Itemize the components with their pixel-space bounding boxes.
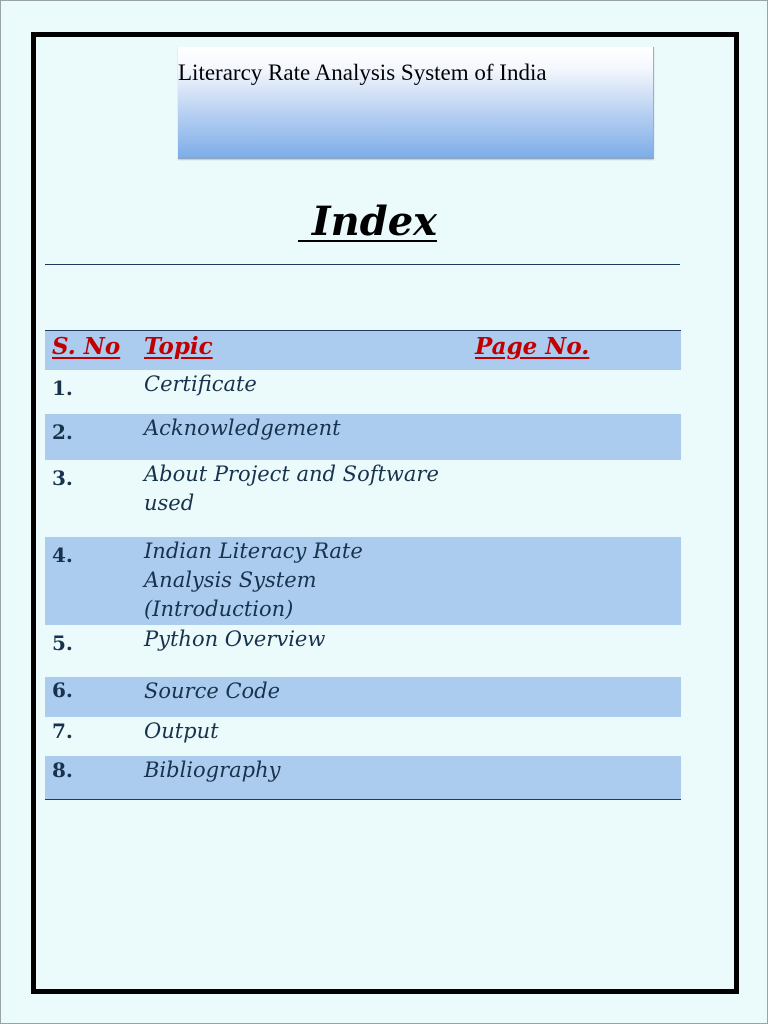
table-row xyxy=(45,717,681,756)
heading-divider xyxy=(45,264,680,265)
row-topic: Indian Literacy Rate Analysis System (Introduction) xyxy=(144,539,363,621)
table-row xyxy=(45,625,681,677)
row-topic: Python Overview xyxy=(144,627,326,651)
row-number: 4. xyxy=(52,543,73,567)
title-banner xyxy=(178,47,654,159)
column-header-topic: Topic xyxy=(144,333,213,360)
row-number: 8. xyxy=(52,758,73,782)
row-topic: Bibliography xyxy=(144,758,281,782)
row-number: 3. xyxy=(52,466,73,490)
column-header-page: Page No. xyxy=(475,333,590,360)
row-number: 5. xyxy=(52,631,73,655)
row-topic: About Project and Software used xyxy=(144,462,439,515)
row-topic: Acknowledgement xyxy=(144,416,341,440)
table-row xyxy=(45,460,681,537)
table-row xyxy=(45,414,681,460)
row-number: 1. xyxy=(52,376,73,400)
row-topic: Source Code xyxy=(144,679,281,703)
row-number: 2. xyxy=(52,420,73,444)
table-row xyxy=(45,370,681,414)
table-row xyxy=(45,537,681,625)
table-row xyxy=(45,756,681,799)
row-number: 6. xyxy=(52,678,73,702)
index-table xyxy=(45,330,681,800)
table-header-row xyxy=(45,331,681,370)
document-title: Literarcy Rate Analysis System of India xyxy=(178,60,547,85)
column-header-serial: S. No xyxy=(52,333,121,360)
index-heading: Index xyxy=(298,198,437,245)
row-topic: Certificate xyxy=(144,372,257,396)
row-topic: Output xyxy=(144,719,219,743)
row-number: 7. xyxy=(52,719,73,743)
table-row xyxy=(45,677,681,717)
